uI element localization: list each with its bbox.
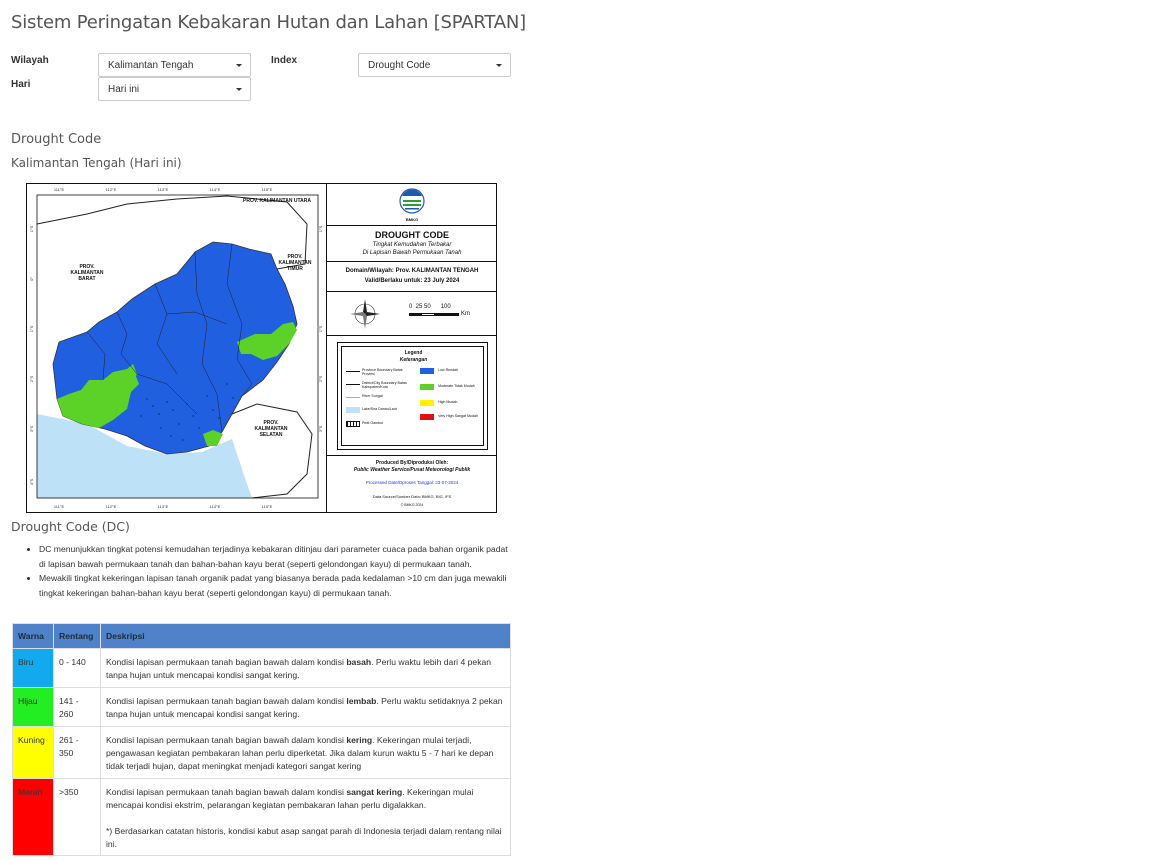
dc-description-list [23, 542, 510, 600]
dc-class-table [12, 623, 511, 856]
description-cell: Kondisi lapisan permukaan tanah bagian bawah dalam kondisi lembab. Perlu waktu setidaknya 2 pekan tanpa hujan untuk mencapai kondisi sangat kering. [101, 688, 511, 727]
lon-tick: 113°E [157, 504, 169, 509]
drought-code-map [26, 183, 497, 513]
range-cell: 0 - 140 [54, 649, 101, 688]
prov-kalsel-label-1: PROV. [263, 420, 279, 426]
compass-icon [345, 294, 385, 334]
table-row [13, 649, 511, 688]
prov-kaltim-label-3: TIMUR [287, 266, 303, 272]
header-deskripsi: Deskripsi [101, 624, 511, 649]
wilayah-select-value: Kalimantan Tengah [108, 60, 194, 71]
legend-class-item: Very High Sangat Mudah [438, 414, 478, 418]
range-cell: >350 [54, 779, 101, 856]
map-subtitle-1: Tingkat Kemudahan Terbakar [372, 242, 452, 248]
legend-line-item: Lake/Sea Danau/Laut [362, 407, 397, 411]
district-boundary-icon [346, 384, 360, 385]
legend-box [337, 342, 488, 450]
index-select[interactable] [358, 53, 511, 77]
lat-tick: 1°S [29, 225, 34, 233]
range-cell: 261 - 350 [54, 727, 101, 779]
produced-org: Public Weather Service/Pusat Meteorologi Publik [353, 467, 471, 473]
prov-kalbar-label-2: KALIMANTAN [70, 270, 104, 276]
historical-note: *) Berdasarkan catatan historis, kondisi kabut asap sangat parah di Indonesia terjadi dalam rentang nilai ini. [106, 826, 502, 849]
header-warna: Warna [13, 624, 54, 649]
scale-ticks: 0 25 50 100 [409, 304, 451, 310]
table-row [13, 688, 511, 727]
map-info-panel [326, 184, 496, 512]
scale-section [327, 292, 497, 336]
lon-tick: 114°E [209, 504, 221, 509]
map-subtitle-2: Di Lapisan Bawah Permukaan Tanah [362, 250, 462, 256]
logo-text: BMKG [405, 217, 419, 222]
color-cell: Biru [13, 649, 54, 688]
wilayah-label: Wilayah [11, 55, 49, 66]
copyright: © BMKG 2024 [400, 503, 424, 507]
prov-kalsel-label-3: SELATAN [259, 432, 283, 438]
lon-tick: 115°E [261, 504, 273, 509]
data-source: Data Source/Sumber Data: BMKG, BIG, IFS [372, 494, 452, 499]
bmkg-logo-icon [327, 184, 497, 224]
river-icon [346, 397, 360, 398]
section-subheading: Kalimantan Tengah (Hari ini) [11, 156, 182, 170]
legend-subtitle: Keterangan [399, 357, 428, 363]
lon-tick: 115°E [261, 187, 273, 192]
lat-tick: 2°S [318, 375, 323, 383]
list-item: • DC menunjukkan tingkat potensi kemudahan terjadinya kebakaran ditinjau dari parameter cuaca pada bahan organik padat di lapisan bawah permukaan tanah dan bahan-bahan kayu berat (seperti gelondongan kayu) di permukaan tanah. [39, 542, 510, 571]
low-class-swatch [420, 368, 434, 374]
range-cell: 141 - 260 [54, 688, 101, 727]
produced-by: Produced By/Diproduksi Oleh: [375, 460, 449, 466]
wilayah-select[interactable] [98, 53, 251, 77]
logo-section [327, 184, 497, 226]
lon-tick: 112°E [105, 504, 117, 509]
lon-tick: 114°E [209, 187, 221, 192]
lat-tick: 3°S [29, 425, 34, 433]
color-cell: Hijau [13, 688, 54, 727]
chevron-down-icon [496, 64, 502, 67]
lat-tick: 0° [29, 277, 34, 281]
lon-tick: 111°E [53, 187, 65, 192]
map-domain: Domain/Wilayah: Prov. KALIMANTAN TENGAH [345, 268, 479, 274]
legend-line-item: Province Boundary Batas Provinsi [362, 368, 403, 376]
legend-line-item: River Sungai [362, 394, 383, 398]
processed-date: Processed Date/Dproses Tanggal: 23-07-2024 [365, 480, 459, 485]
description-cell: Kondisi lapisan permukaan tanah bagian bawah dalam kondisi kering. Kekeringan mulai terjadi, pengawasan kegiatan pembakaran lahan perlu diperketat. Jika dalam kurun waktu 5 - 7 hari ke depan tidak terjadi hujan, dapat meningkat menjadi kategori sangat kering [101, 727, 511, 779]
prov-kalbar-label-3: BARAT [78, 276, 96, 282]
prov-kaltim-label-1: PROV. [287, 254, 303, 260]
legend-line-item: District/City Boundary Batas Kabupaten/Kota [362, 381, 407, 389]
header-rentang: Rentang [54, 624, 101, 649]
prov-kalsel-label-2: KALIMANTAN [254, 426, 288, 432]
lat-tick: 3°S [318, 425, 323, 433]
legend-title: Legend [404, 350, 423, 356]
index-label: Index [271, 55, 298, 66]
legend-class-item: High Mudah [438, 400, 458, 404]
map-valid-date: Valid/Berlaku untuk: 23 July 2024 [364, 278, 460, 284]
section-heading: Drought Code [11, 132, 102, 147]
peat-swatch [346, 421, 360, 427]
hari-select[interactable] [98, 77, 251, 101]
lat-tick: 1°S [29, 325, 34, 333]
map-title: DROUGHT CODE [375, 230, 449, 240]
map-image [27, 184, 326, 512]
legend-class-item: Low Rendah [438, 368, 459, 372]
lon-tick: 113°E [157, 187, 169, 192]
hari-select-value: Hari ini [108, 84, 140, 95]
legend-class-item: Moderate Tidak Mudah [438, 384, 475, 388]
lat-tick: 4°S [29, 478, 34, 486]
chevron-down-icon [236, 88, 242, 91]
color-cell: Merah [13, 779, 54, 856]
description-cell: Kondisi lapisan permukaan tanah bagian bawah dalam kondisi basah. Perlu waktu lebih dari 4 pekan tanpa hujan untuk mencapai kondisi sangat kering. [101, 649, 511, 688]
lake-sea-swatch [346, 407, 360, 413]
lat-tick: 1°S [318, 325, 323, 333]
table-row [13, 779, 511, 856]
description-cell: Kondisi lapisan permukaan tanah bagian bawah dalam kondisi sangat kering. Kekeringan mulai mencapai kondisi ekstrim, pelarangan kegiatan pembakaran lahan perlu digalakkan. *) Berdasarkan catatan historis, kondisi kabut asap sangat parah di Indonesia terjadi dalam rentang nilai ini. [101, 779, 511, 856]
lon-tick: 112°E [105, 187, 117, 192]
dc-heading: Drought Code (DC) [11, 519, 130, 534]
domain-section [327, 262, 497, 292]
table-row [13, 727, 511, 779]
lon-tick: 111°E [53, 504, 65, 509]
high-class-swatch [420, 400, 434, 406]
prov-kaltim-label-2: KALIMANTAN [278, 260, 312, 266]
lat-tick: 1°S [318, 225, 323, 233]
prov-kaltara-label: PROV. KALIMANTAN UTARA [243, 198, 311, 204]
color-cell: Kuning [13, 727, 54, 779]
prov-kalbar-label-1: PROV. [79, 264, 95, 270]
hari-label: Hari [11, 79, 31, 90]
legend-line-item: Peat Gambut [362, 421, 384, 425]
scale-unit: Km [461, 311, 470, 317]
moderate-class-swatch [420, 384, 434, 390]
map-title-section [327, 226, 497, 262]
page-title: Sistem Peringatan Kebakaran Hutan dan Lahan [SPARTAN] [11, 12, 526, 33]
lat-tick: 2°S [29, 375, 34, 383]
scale-bar [409, 313, 459, 316]
province-boundary-icon [346, 371, 360, 372]
very-high-class-swatch [420, 414, 434, 420]
list-item: • Mewakili tingkat kekeringan lapisan tanah organik padat yang biasanya berada pada kedalaman >10 cm dan juga mewakili tingkat kekeringan bahan-bahan kayu berat (seperti gelondongan kayu) di permukaan tanah. [39, 571, 510, 600]
index-select-value: Drought Code [368, 60, 431, 71]
chevron-down-icon [236, 64, 242, 67]
